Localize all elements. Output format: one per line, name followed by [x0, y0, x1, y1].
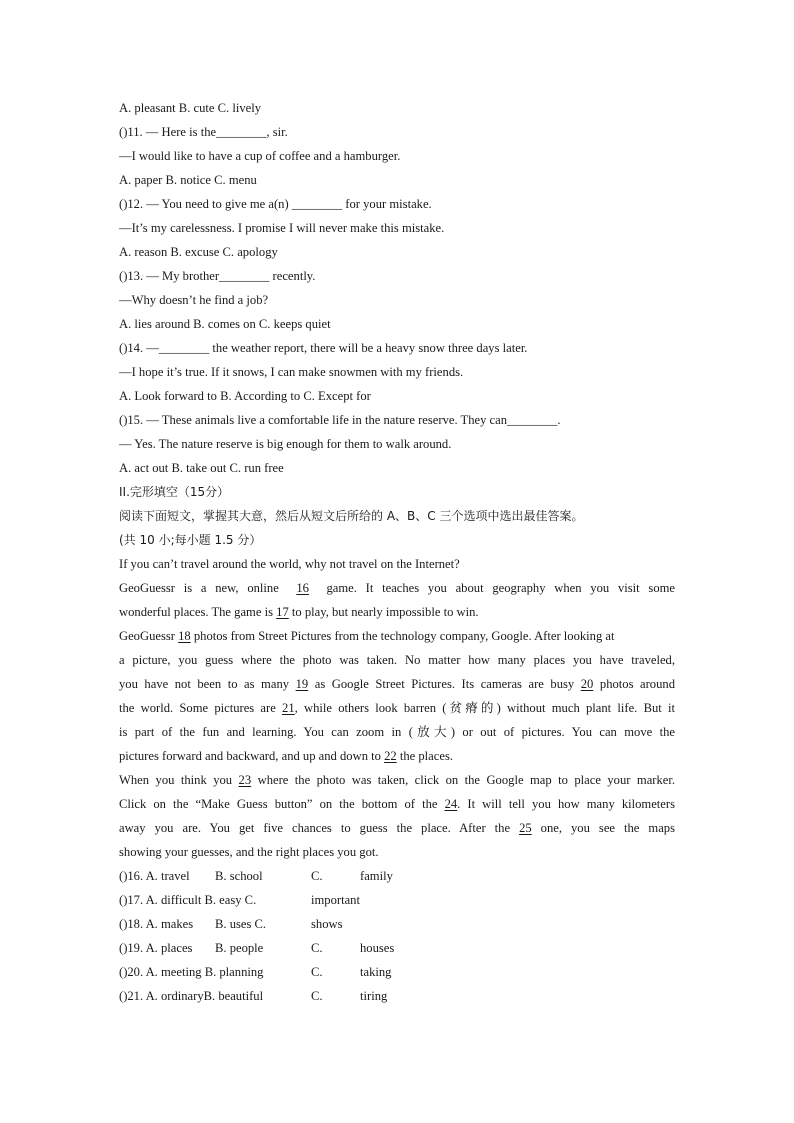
q15-options: A. act out B. take out C. run free	[119, 461, 284, 475]
passage-line: away you are. You get five chances to guess the place. After the 25 one, you see the maps	[119, 821, 675, 835]
q13-reply: —Why doesn’t he find a job?	[119, 293, 269, 307]
question-row: ()17. A. difficult B. easy C. important	[119, 893, 360, 907]
q10-options: A. pleasant B. cute C. lively	[119, 101, 261, 115]
q11-reply: —I would like to have a cup of coffee and a hamburger.	[119, 149, 401, 163]
q13-stem: ()13. — My brother________ recently.	[119, 269, 316, 283]
passage-line: the world. Some pictures are 21, while others look barren (贫瘠的) without much plant life. But it	[119, 701, 675, 715]
section-scoring: (共 10 小;每小题 1.5 分）	[119, 533, 262, 547]
blank-17: 17	[276, 605, 289, 619]
section-heading: II.完形填空（15分）	[119, 485, 230, 499]
q15-stem: ()15. — These animals live a comfortable life in the nature reserve. They can________.	[119, 413, 561, 427]
passage-line: showing your guesses, and the right places you got.	[119, 845, 379, 859]
passage-line: Click on the “Make Guess button” on the bottom of the 24. It will tell you how many kilometers	[119, 797, 675, 811]
q15-reply: — Yes. The nature reserve is big enough for them to walk around.	[119, 437, 452, 451]
section-instructions: 阅读下面短文，掌握其大意，然后从短文后所给的 A、B、C 三个选项中选出最佳答案。	[119, 509, 584, 523]
passage-line: a picture, you guess where the photo was taken. No matter how many places you have traveled,	[119, 653, 675, 667]
q14-stem: ()14. —________ the weather report, there will be a heavy snow three days later.	[119, 341, 528, 355]
question-row: ()18. A. makes B. uses C. shows	[119, 917, 343, 931]
blank-19: 19	[295, 677, 309, 691]
passage-line: wonderful places. The game is 17 to play, but nearly impossible to win.	[119, 605, 479, 619]
question-row: ()21. A. ordinaryB. beautiful C. tiring	[119, 989, 388, 1003]
passage-line: is part of the fun and learning. You can zoom in (放大) or out of pictures. You can move the	[119, 725, 675, 739]
q14-options: A. Look forward to B. According to C. Except for	[119, 389, 371, 403]
passage-intro: If you can’t travel around the world, why not travel on the Internet?	[119, 557, 460, 571]
passage-line: you have not been to as many 19 as Google Street Pictures. Its cameras are busy 20 photos around	[119, 677, 675, 691]
question-row: ()19. A. places B. people C. houses	[119, 941, 395, 955]
q11-options: A. paper B. notice C. menu	[119, 173, 257, 187]
passage-line: pictures forward and backward, and up and down to 22 the places.	[119, 749, 453, 763]
q12-options: A. reason B. excuse C. apology	[119, 245, 278, 259]
q14-reply: —I hope it’s true. If it snows, I can make snowmen with my friends.	[119, 365, 464, 379]
blank-22: 22	[384, 749, 397, 763]
q12-reply: —It’s my carelessness. I promise I will never make this mistake.	[119, 221, 445, 235]
blank-16: 16	[296, 581, 309, 595]
question-row: ()20. A. meeting B. planning C. taking	[119, 965, 392, 979]
blank-25: 25	[519, 821, 532, 835]
blank-21: 21	[282, 701, 295, 715]
blank-24: 24	[444, 797, 458, 811]
q12-stem: ()12. — You need to give me a(n) ________ for your mistake.	[119, 197, 432, 211]
blank-23: 23	[238, 773, 252, 787]
question-row: ()16. A. travel B. school C. family	[119, 869, 393, 883]
q11-stem: ()11. — Here is the________, sir.	[119, 125, 288, 139]
blank-18: 18	[178, 629, 191, 643]
blank-20: 20	[580, 677, 594, 691]
passage-line: When you think you 23 where the photo was taken, click on the Google map to place your marker.	[119, 773, 676, 787]
passage-line: GeoGuessr is a new, online 16 game. It teaches you about geography when you visit some	[119, 581, 675, 595]
passage-line: GeoGuessr 18 photos from Street Pictures from the technology company, Google. After looking at	[119, 629, 615, 643]
q13-options: A. lies around B. comes on C. keeps quiet	[119, 317, 331, 331]
